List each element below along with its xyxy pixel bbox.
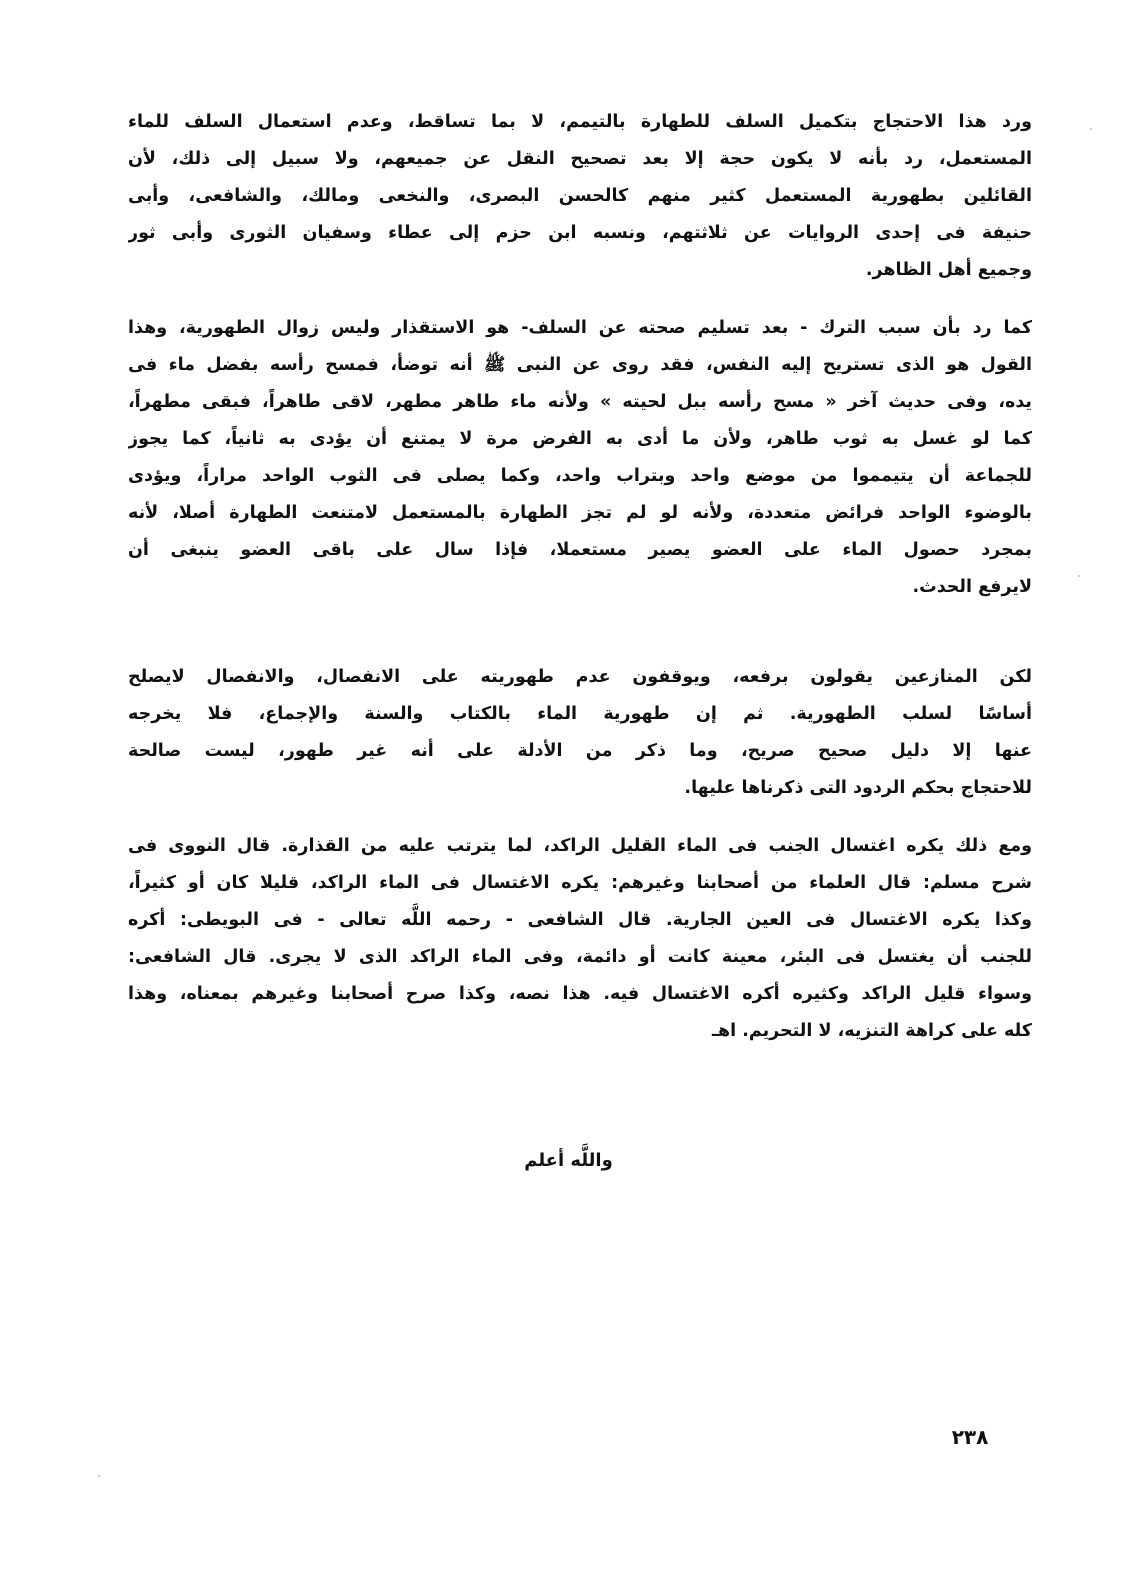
text-line: شرح مسلم: قال العلماء من أصحابنا وغيرهم: يكره الاغتسال فى الماء الراكد، قليلا كان أو كثيراً،	[128, 873, 1032, 893]
text-line: أساسًا لسلب الطهورية. ثم إن طهورية الماء بالكتاب والسنة والإجماع، فلا يخرجه	[128, 704, 1032, 724]
text-line: وكذا يكره الاغتسال فى العين الجارية. قال الشافعى - رحمه اللَّه تعالى - فى البويطى: أكره	[128, 910, 1032, 930]
text-line: كله على كراهة التنزيه، لا التحريم. اهـ	[712, 1021, 1032, 1041]
text-line: وسواء قليل الراكد وكثيره أكره الاغتسال فيه. هذا نصه، وكذا صرح أصحابنا وغيرهم بمعناه، وهذا	[128, 984, 1032, 1004]
text-line: يده، وفى حديث آخر « مسح رأسه ببل لحيته » ولأنه ماء طاهر مطهر، لاقى طاهراً، فبقى مطهراً،	[128, 392, 1032, 412]
text-line: للجنب أن يغتسل فى البئر، معينة كانت أو دائمة، وفى الماء الراكد الذى لا يجرى. قال الشافعى:	[128, 947, 1032, 967]
text-line: ورد هذا الاحتجاج بتكميل السلف للطهارة بالتيمم، لا بما تساقط، وعدم استعمال السلف للماء	[128, 112, 1032, 132]
paragraph-2	[128, 310, 1032, 606]
text-line: للجماعة أن يتيمموا من موضع واحد وبتراب واحد، وكما يصلى فى الثوب الواحد مراراً، ويؤدى	[128, 466, 1032, 486]
text-line: ومع ذلك يكره اغتسال الجنب فى الماء القليل الراكد، لما يترتب عليه من القذارة. قال النووى فى	[128, 836, 1032, 856]
text-line: حنيفة فى إحدى الروايات عن ثلاثتهم، ونسبه ابن حزم إلى عطاء وسفيان الثورى وأبى ثور	[128, 223, 1032, 243]
text-line: بالوضوء الواحد فرائض متعددة، ولأنه لو لم تجز الطهارة بالمستعمل لامتنعت الطهارة أصلا، لأنه	[128, 503, 1032, 523]
text-line: كما لو غسل به ثوب طاهر، ولأن ما أدى به الفرض مرة لا يمتنع أن يؤدى به ثانياً، كما يجوز	[128, 429, 1032, 449]
paragraph-3	[128, 659, 1032, 807]
scan-speck	[1090, 128, 1092, 130]
text-line: للاحتجاج بحكم الردود التى ذكرناها عليها.	[684, 778, 1032, 798]
paragraph-4	[128, 828, 1032, 1050]
text-line: كما رد بأن سبب الترك - بعد تسليم صحته عن السلف- هو الاستقذار وليس زوال الطهورية، وهذا	[128, 318, 1032, 338]
page-number: ٢٣٨	[951, 1425, 989, 1449]
text-line: لايرفع الحدث.	[912, 577, 1032, 597]
text-line: وجميع أهل الظاهر.	[865, 260, 1032, 280]
closing-phrase: واللَّه أعلم	[524, 1150, 613, 1171]
text-line: القائلين بطهورية المستعمل كثير منهم كالحسن البصرى، والنخعى ومالك، والشافعى، وأبى	[128, 186, 1032, 206]
text-line: المستعمل، رد بأنه لا يكون حجة إلا بعد تصحيح النقل عن جميعهم، ولا سبيل إلى ذلك، لأن	[128, 149, 1032, 169]
scan-speck	[1078, 575, 1080, 577]
text-line: بمجرد حصول الماء على العضو يصير مستعملا، فإذا سال على باقى العضو ينبغى أن	[128, 540, 1032, 560]
text-line: لكن المنازعين يقولون برفعه، ويوقفون عدم طهوريته على الانفصال، والانفصال لايصلح	[128, 667, 1032, 687]
text-line: عنها إلا دليل صحيح صريح، وما ذكر من الأدلة على أنه غير طهور، ليست صالحة	[128, 741, 1032, 761]
paragraph-1	[128, 104, 1032, 289]
text-line: القول هو الذى تستريح إليه النفس، فقد روى عن النبى ﷺ أنه توضأ، فمسح رأسه بفضل ماء فى	[128, 355, 1032, 375]
scan-speck	[98, 1475, 100, 1477]
